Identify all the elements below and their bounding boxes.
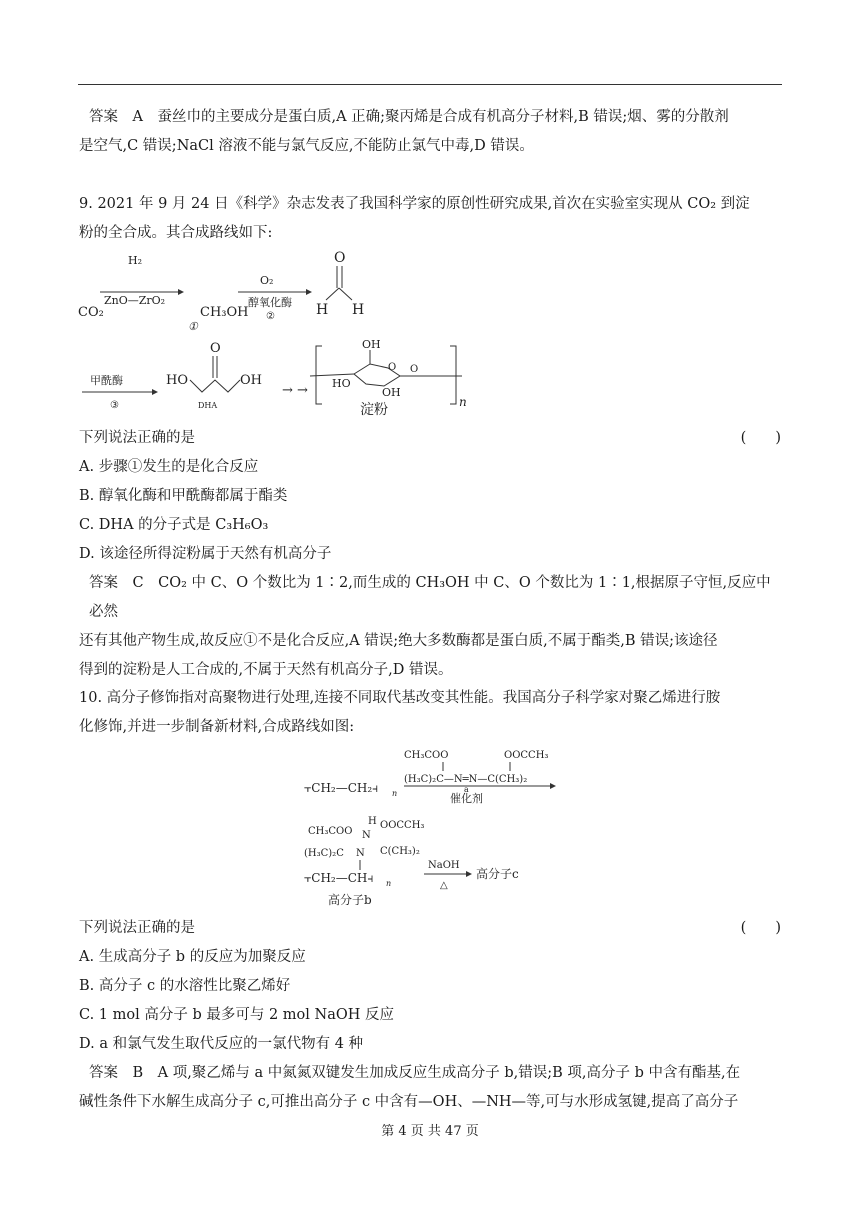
question-10-answer-line-2: 碱性条件下水解生成高分子 c,可推出高分子 c 中含有—OH、—NH—等,可与水形成氢键,提高了高分子: [79, 1094, 739, 1110]
polyethylene-n: n: [392, 789, 398, 798]
step-1-label: ①: [188, 320, 198, 333]
polymer-b-label: 高分子b: [328, 893, 372, 907]
alcohol-oxidase-label: 醇氧化酶: [248, 296, 292, 309]
page-footer: 第 4 页 共 47 页: [381, 1124, 479, 1139]
zno-catalyst: ZnO—ZrO₂: [104, 294, 166, 307]
question-10-prompt-row: [79, 914, 781, 943]
previous-answer-line-2: 是空气,C 错误;NaCl 溶液不能与氯气反应,不能防止氯气中毒,D 错误。: [79, 138, 534, 154]
formylase-label: 甲酰酶: [90, 374, 123, 387]
question-9-synthesis-scheme: [70, 244, 750, 424]
starch-link-left: [310, 374, 354, 376]
question-9-answer-line-3: 得到的淀粉是人工合成的,不属于天然有机高分子,D 错误。: [79, 662, 453, 678]
b-n-lower: N: [356, 848, 365, 859]
question-10-option-a: A. 生成高分子 b 的反应为加聚反应: [79, 949, 306, 965]
question-10-answer-line-1: 答案 B A 项,聚乙烯与 a 中氮氮双键发生加成反应生成高分子 b,错误;B 项,高分子 b 中含有酯基,在: [89, 1065, 741, 1081]
question-10-synthesis-scheme: [300, 740, 570, 912]
formaldehyde-bond-right: [339, 288, 352, 300]
question-10-option-d: D. a 和氯气发生取代反应的一氯代物有 4 种: [79, 1036, 364, 1052]
question-9-stem-line-1: 9. 2021 年 9 月 24 日《科学》杂志发表了我国科学家的原创性研究成果,首次在实验室实现从 CO₂ 到淀: [79, 196, 750, 212]
question-10-option-b: B. 高分子 c 的水溶性比聚乙烯好: [79, 978, 291, 994]
b-right-group: C(CH₃)₂: [380, 846, 420, 857]
arrow-head-1: [178, 289, 184, 295]
question-9-options: [79, 424, 781, 685]
formaldehyde-h-left: H: [316, 302, 329, 318]
question-9-option-b: B. 醇氧化酶和甲酰酶都属于酯类: [79, 488, 288, 504]
methanol-text: CH₃OH: [200, 305, 249, 320]
step-2-label: ②: [266, 311, 275, 322]
dha-oh: OH: [240, 373, 262, 388]
question-10-stem: [79, 684, 781, 742]
question-9-answer-line-2: 还有其他产物生成,故反应①不是化合反应,A 错误;绝大多数酶都是蛋白质,不属于酯类,B 错误;该途径: [79, 633, 718, 649]
polymer-c-label: 高分子c: [476, 867, 519, 881]
naoh-reagent: NaOH: [428, 860, 460, 871]
question-9-answer-bracket: ( ): [740, 430, 781, 446]
b-ooccH3: OOCCH₃: [380, 820, 425, 831]
arrow-head-2: [306, 289, 312, 295]
dha-label: DHA: [198, 401, 218, 410]
formaldehyde-bond-left: [326, 288, 339, 300]
h2-reagent: H₂: [128, 254, 143, 267]
starch-label: 淀粉: [360, 402, 388, 418]
reagent-ch3coo: CH₃COO: [404, 750, 449, 761]
heat-symbol: △: [440, 880, 448, 891]
question-10-answer-bracket: ( ): [740, 920, 781, 936]
starch-bracket-right: [450, 346, 456, 404]
b-chain-n: n: [386, 879, 392, 888]
starch-ho: HO: [332, 377, 351, 390]
b-n-upper: N: [362, 830, 371, 841]
arrow-to-b-head: [550, 783, 556, 789]
polyethylene-text: ⫟CH₂—CH₂⫞: [304, 781, 379, 795]
question-9-option-a: A. 步骤①发生的是化合反应: [79, 459, 259, 475]
question-9-stem: [79, 190, 781, 248]
previous-answer-line-1: 答案 A 蚕丝巾的主要成分是蛋白质,A 正确;聚丙烯是合成有机高分子材料,B 错误;烟、雾的分散剂: [89, 109, 729, 125]
starch-oh-bottom: OH: [382, 386, 401, 399]
starch-ring-oxygen: O: [388, 362, 397, 373]
b-chain: ⫟CH₂—CH⫞: [304, 871, 374, 885]
question-10-option-c: C. 1 mol 高分子 b 最多可与 2 mol NaOH 反应: [79, 1007, 394, 1023]
reagent-main: (H₃C)₂C—N═N—C(CH₃)₂: [404, 774, 528, 785]
reagent-a-label: a: [464, 785, 469, 794]
question-10-prompt: 下列说法正确的是: [79, 920, 195, 936]
previous-answer: [79, 103, 781, 161]
catalyst-label: 催化剂: [450, 792, 483, 805]
question-10-stem-line-1: 10. 高分子修饰指对高聚物进行处理,连接不同取代基改变其性能。我国高分子科学家对聚乙烯进行胺: [79, 690, 721, 706]
starch-repeat-n: n: [459, 395, 467, 409]
question-9-prompt-row: [79, 424, 781, 453]
header-rule: [78, 84, 782, 85]
question-9-prompt: 下列说法正确的是: [79, 430, 195, 446]
formaldehyde-h-right: H: [352, 302, 365, 318]
question-9-option-c: C. DHA 的分子式是 C₃H₆O₃: [79, 517, 269, 533]
b-left-group: (H₃C)₂C: [304, 848, 344, 859]
co2-text: CO₂: [78, 305, 104, 320]
o2-reagent: O₂: [260, 274, 274, 287]
b-ch3coo: CH₃COO: [308, 826, 353, 837]
arrow-to-c-head: [466, 871, 472, 877]
question-10-options: [79, 914, 781, 1117]
starch-link-oxygen: O: [410, 364, 419, 375]
question-10-stem-line-2: 化修饰,并进一步制备新材料,合成路线如图:: [79, 719, 355, 735]
question-9-answer-line-1: 答案 C CO₂ 中 C、O 个数比为 1∶2,而生成的 CH₃OH 中 C、O 个数比为 1∶1,根据原子守恒,反应中必然: [89, 575, 771, 620]
question-9-stem-line-2: 粉的全合成。其合成路线如下:: [79, 225, 273, 241]
dha-oxygen: O: [210, 341, 221, 356]
arrow-head-3: [152, 389, 158, 395]
reagent-ooccH3: OOCCH₃: [504, 750, 549, 761]
starch-oh-top: OH: [362, 338, 381, 351]
dha-chain: [190, 380, 240, 392]
step-3-label: ③: [110, 400, 119, 411]
dha-ho: HO: [166, 373, 188, 388]
multi-step-arrows: → →: [282, 383, 308, 398]
b-h: H: [368, 816, 377, 827]
question-9-option-d: D. 该途径所得淀粉属于天然有机高分子: [79, 546, 332, 562]
formaldehyde-oxygen: O: [334, 250, 346, 266]
